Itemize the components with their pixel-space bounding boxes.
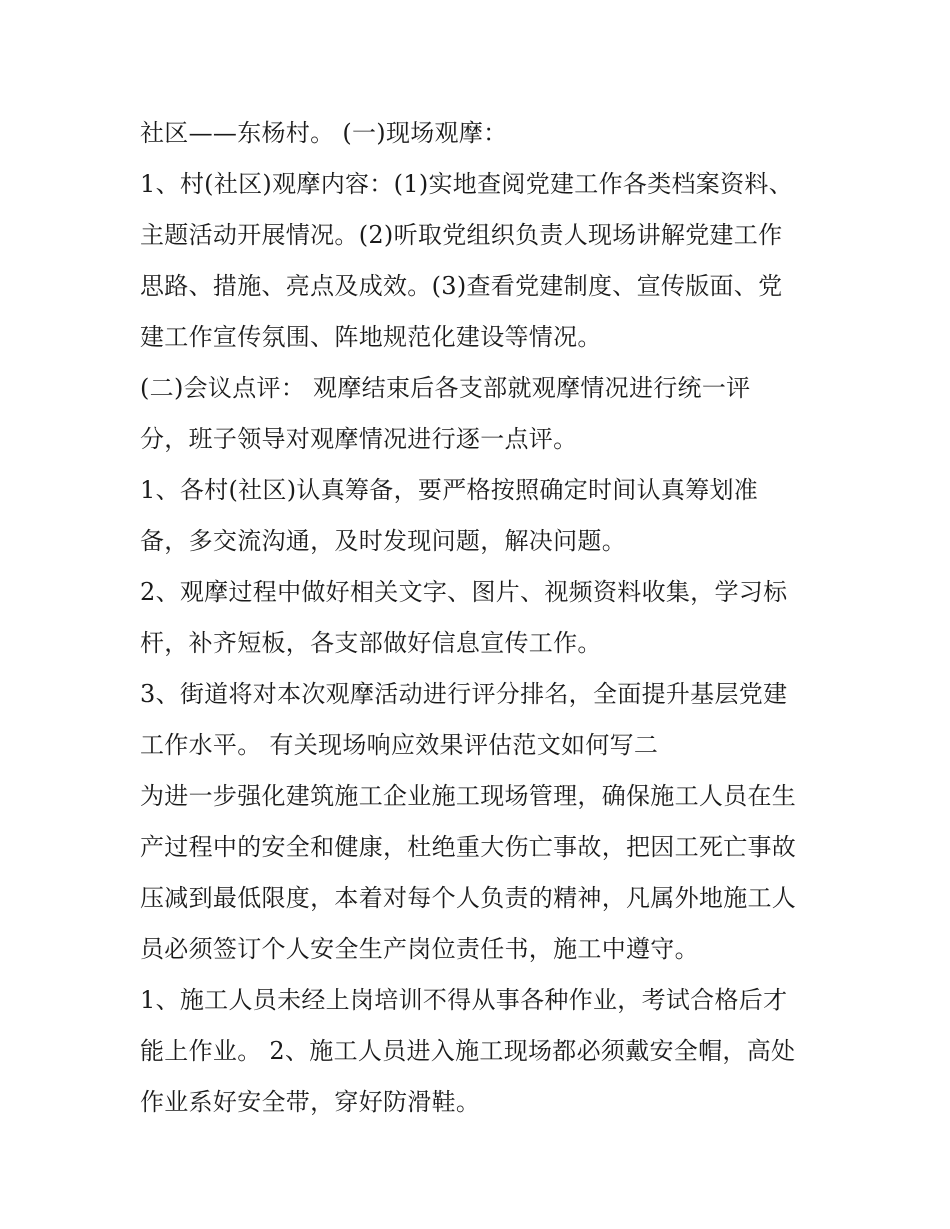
text-line-8: 1、各村(社区)认真筹备，要严格按照确定时间认真筹划准: [140, 476, 759, 504]
text-line-19: 能上作业。 2、施工人员进入施工现场都必须戴安全帽，高处: [140, 1037, 796, 1065]
text-line-1: 社区——东杨村。 (一)现场观摩：: [140, 119, 508, 147]
text-line-15: 产过程中的安全和健康，杜绝重大伤亡事故，把因工死亡事故: [140, 833, 797, 861]
text-line-16: 压减到最低限度，本着对每个人负责的精神，凡属外地施工人: [140, 884, 797, 912]
text-line-18: 1、施工人员未经上岗培训不得从事各种作业，考试合格后才: [140, 986, 788, 1014]
text-line-7: 分，班子领导对观摩情况进行逐一点评。: [140, 425, 578, 453]
text-line-13: 工作水平。 有关现场响应效果评估范文如何写二: [140, 731, 659, 759]
text-line-11: 杆，补齐短板，各支部做好信息宣传工作。: [140, 629, 602, 657]
text-line-5: 建工作宣传氛围、阵地规范化建设等情况。: [140, 323, 602, 351]
text-line-9: 备，多交流沟通，及时发现问题，解决问题。: [140, 527, 626, 555]
text-line-6: (二)会议点评： 观摩结束后各支部就观摩情况进行统一评: [140, 374, 751, 402]
text-line-12: 3、街道将对本次观摩活动进行评分排名，全面提升基层党建: [140, 680, 788, 708]
text-line-14: 为进一步强化建筑施工企业施工现场管理，确保施工人员在生: [140, 782, 797, 810]
document-body: [140, 108, 840, 1128]
text-line-10: 2、观摩过程中做好相关文字、图片、视频资料收集，学习标: [140, 578, 788, 606]
text-line-20: 作业系好安全带，穿好防滑鞋。: [140, 1088, 481, 1116]
text-line-4: 思路、措施、亮点及成效。(3)查看党建制度、宣传版面、党: [140, 272, 783, 300]
text-line-3: 主题活动开展情况。(2)听取党组织负责人现场讲解党建工作: [140, 221, 783, 249]
text-line-17: 员必须签订个人安全生产岗位责任书，施工中遵守。: [140, 935, 699, 963]
text-line-2: 1、村(社区)观摩内容：(1)实地查阅党建工作各类档案资料、: [140, 170, 793, 198]
